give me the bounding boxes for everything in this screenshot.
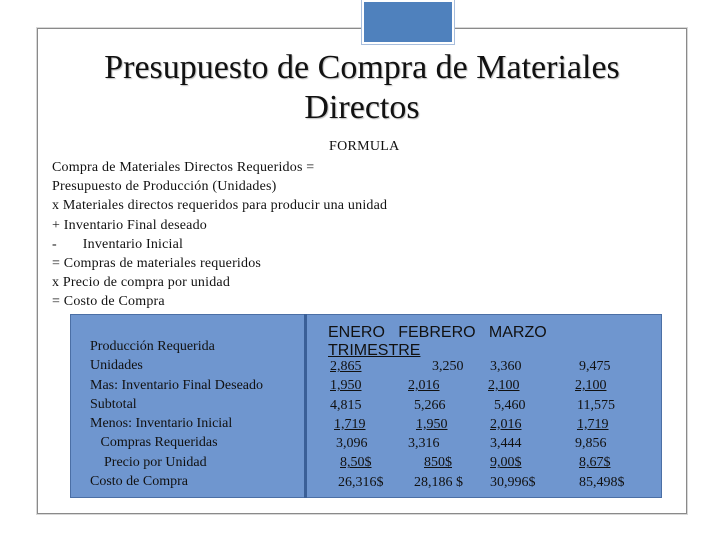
header-trimestre: TRIMESTRE	[328, 342, 421, 359]
column-enero	[330, 357, 384, 492]
column-febrero	[408, 357, 464, 492]
row-label: Subtotal	[90, 396, 137, 412]
formula-line: x Materiales directos requeridos para producir una unidad	[52, 198, 388, 214]
header-months: ENERO FEBRERO MARZO	[328, 324, 547, 341]
title-line-2: Directos	[304, 89, 420, 126]
cell: 4,815	[330, 397, 362, 413]
cell: 3,444	[490, 436, 522, 452]
cell: 2,016	[408, 378, 440, 394]
cell: 3,096	[336, 436, 368, 452]
table-divider	[304, 314, 307, 498]
row-labels	[90, 337, 263, 491]
cell: 3,316	[408, 436, 440, 452]
slide-title	[37, 48, 687, 128]
row-label: Costo de Compra	[90, 474, 188, 490]
cell: 9,856	[575, 436, 607, 452]
column-trimestre	[575, 357, 625, 492]
cell: 1,950	[416, 416, 448, 432]
row-label: Mas: Inventario Final Deseado	[90, 377, 264, 393]
cell: 3,250	[432, 359, 464, 374]
formula-line: = Compras de materiales requeridos	[52, 256, 262, 272]
formula-line: x Precio de compra por unidad	[52, 275, 231, 291]
cell: 3,360	[490, 359, 522, 374]
formula-line: = Costo de Compra	[52, 294, 165, 310]
cell: 1,950	[330, 378, 362, 394]
cell: 5,460	[494, 397, 526, 413]
row-label: Compras Requeridas	[90, 435, 218, 451]
cell: 5,266	[414, 397, 446, 413]
cell: 1,719	[577, 416, 609, 432]
formula-line: - Inventario Inicial	[52, 236, 184, 252]
cell: 2,016	[490, 416, 522, 432]
cell: 28,186 $	[414, 474, 463, 490]
cell: 26,316$	[338, 474, 384, 490]
cell: 8,67$	[579, 455, 611, 471]
formula-heading: FORMULA	[329, 139, 400, 154]
formula-text	[52, 158, 387, 312]
cell: 9,00$	[490, 455, 522, 471]
cell: 2,100	[488, 378, 520, 394]
row-label: Unidades	[90, 358, 143, 374]
formula-line: + Inventario Final deseado	[52, 217, 207, 233]
row-label: Precio por Unidad	[90, 454, 207, 470]
cell: 30,996$	[490, 474, 536, 490]
cell: 850$	[424, 455, 452, 471]
column-marzo	[488, 357, 536, 492]
title-line-1: Presupuesto de Compra de Materiales	[104, 49, 620, 86]
formula-line: Presupuesto de Producción (Unidades)	[52, 179, 277, 195]
formula-line: Compra de Materiales Directos Requeridos =	[52, 160, 315, 175]
accent-tab	[362, 0, 454, 44]
row-label: Producción Requerida	[90, 339, 215, 354]
row-label: Menos: Inventario Inicial	[90, 416, 233, 432]
cell: 11,575	[577, 397, 615, 413]
cell: 9,475	[579, 359, 611, 374]
column-headers	[328, 324, 547, 360]
cell: 8,50$	[340, 455, 372, 471]
cell: 85,498$	[579, 474, 625, 490]
cell: 1,719	[334, 416, 366, 432]
cell: 2,100	[575, 378, 607, 394]
cell: 2,865	[330, 359, 362, 374]
